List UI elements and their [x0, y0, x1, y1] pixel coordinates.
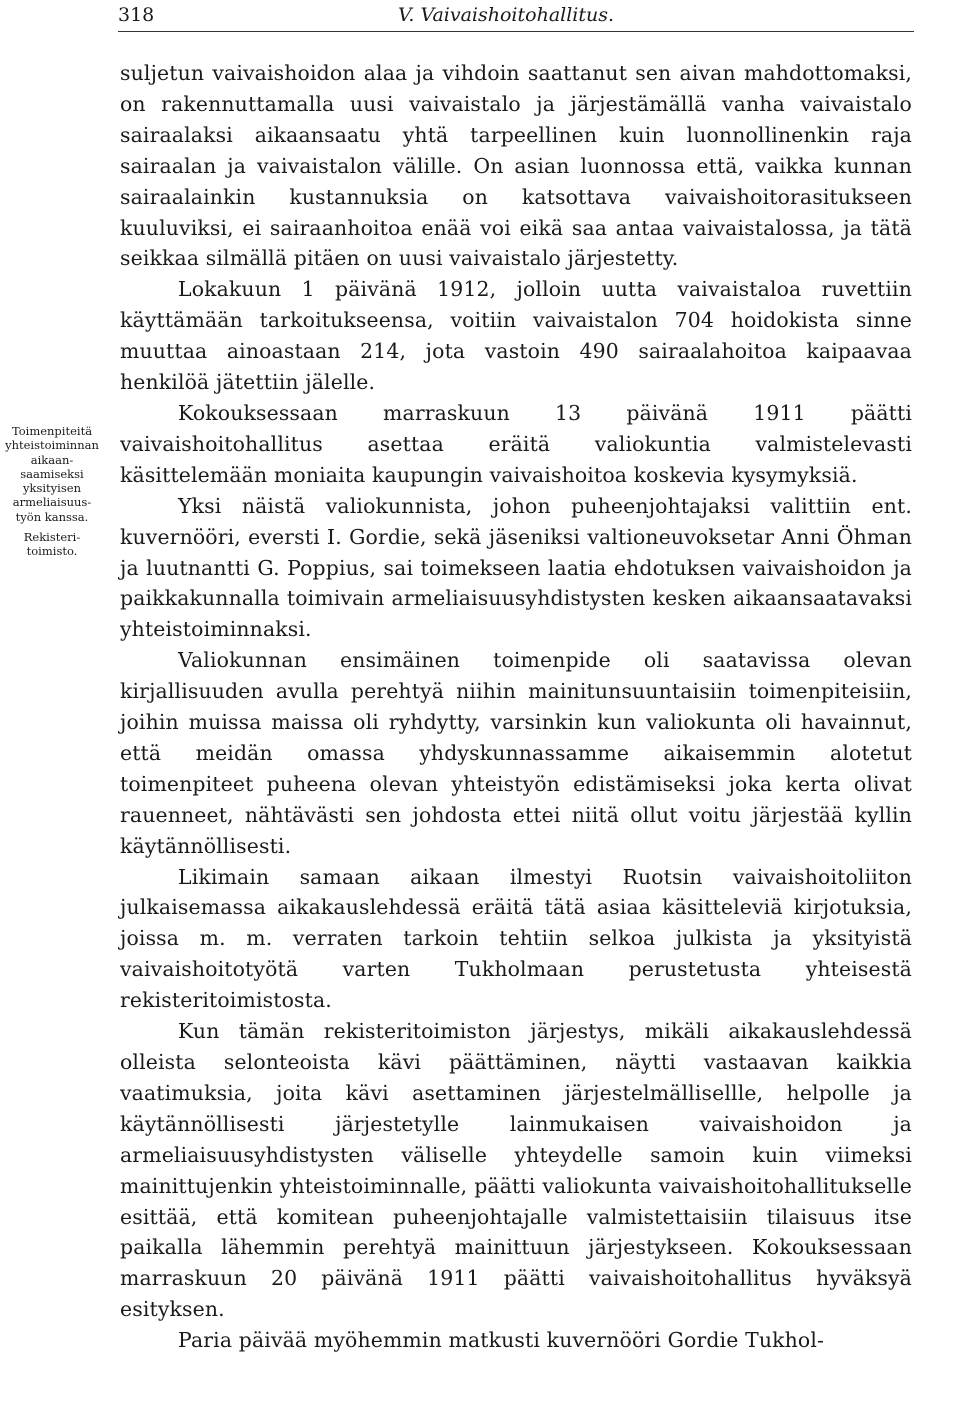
body-text [120, 58, 912, 1356]
paragraph: Likimain samaan aikaan ilmestyi Ruotsin vaivaishoitoliiton julkaisemassa aikakauslehdessä eräitä tätä asiaa käsitteleviä kirjotuksia, joissa m. m. verraten tarkoin tehtiin selkoa julkista ja yksityistä vaivaishoitotyötä varten Tukholmaan perustetusta yhteisestä rekisteritoimistosta. [120, 864, 912, 1013]
paragraph: Kun tämän rekisteritoimiston järjestys, mikäli aikakauslehdessä olleista selonteoista kävi päättäminen, näytti vastaavan kaikkia vaatimuksia, joita kävi asettaminen järjestelmällisellle, helpolle ja käytännöllisesti järjestetylle lainmukaisen vaivaishoidon ja armeliaisuusyhdistysten väliselle yhteydelle samoin kuin viimeksi mainittujenkin yhteistoiminnalle, päätti valiokunta vaivaishoitohallitukselle esittää, että komitean puheenjohtajalle valmistettaisiin tilaisuus itse paikalla lähemmin perehtyä mainittuun järjestykseen. Kokouksessaan marraskuun 20 päivänä 1911 päätti vaivaishoitohallitus hyväksyä esityksen. [120, 1019, 912, 1322]
page-header [0, 0, 960, 40]
paragraph: Kokouksessaan marraskuun 13 päivänä 1911 päätti vaivaishoitohallitus asettaa eräitä valiokuntia valmistelevasti käsittelemään moniaita kaupungin vaivaishoitoa koskevia kysymyksiä. [120, 400, 912, 487]
paragraph: suljetun vaivaishoidon alaa ja vihdoin saattanut sen aivan mahdottomaksi, on rakennuttamalla uusi vaivaistalo ja järjestämällä vanha vaivaistalo sairaalaksi aikaansaatu yhtä tarpeellinen kuin luonnollinenkin raja sairaalan ja vaivaistalon välille. On asian luonnossa että, vaikka kunnan sairaalainkin kustannuksia on katsottava vaivaishoitorasitukseen kuuluviksi, ei sairaanhoitoa enää voi eikä saa antaa vaivaistalossa, ja tätä seikkaa silmällä pitäen on uusi vaivaistalo järjestetty. [120, 61, 912, 271]
paragraph: Yksi näistä valiokunnista, johon puheenjohtajaksi valittiin ent. kuvernööri, eversti I. Gordie, sekä jäseniksi valtioneuvoksetar Anni Öhman ja luutnantti G. Poppius, sai toimekseen laatia ehdotuksen vaivaishoidon ja paikkakunnalla toimivain armeliaisuusyhdistysten kesken aikaansaatavaksi yhteistoiminnaksi. [120, 493, 912, 642]
margin-note-cooperation: Toimenpiteitä yhteistoiminnan aikaansaamiseksi yksityisen armeliaisuustyön kanssa. [5, 424, 99, 524]
paragraph: Lokakuun 1 päivänä 1912, jolloin uutta vaivaistaloa ruvettiin käyttämään tarkoitukseensa, voitiin vaivaistalon 704 hoidokista sinne muuttaa ainoastaan 214, jota vastoin 490 sairaalahoitoa kaipaavaa henkilöä jätettiin jälelle. [120, 277, 912, 395]
paragraph: Paria päivää myöhemmin matkusti kuvernööri Gordie Tukhol- [178, 1328, 825, 1353]
paragraph: Valiokunnan ensimäinen toimenpide oli saatavissa olevan kirjallisuuden avulla perehtyä niihin mainitunsuuntaisiin toimenpiteisiin, joihin muissa maissa oli ryhdytty, varsinkin kun valiokunta oli havainnut, että meidän omassa yhdyskunnassamme aikaisemmin alotetut toimenpiteet puheena olevan yhteistyön edistämiseksi joka kerta olivat rauenneet, nähtävästi sen johdosta ettei niitä ollut voitu järjestää kyllin käytännöllisesti. [120, 648, 912, 858]
page-number: 318 [118, 4, 155, 26]
running-title: V. Vaivaishoitohallitus. [398, 4, 615, 26]
margin-note-registry: Rekisteritoimisto. [23, 530, 81, 559]
header-rule [118, 31, 914, 32]
